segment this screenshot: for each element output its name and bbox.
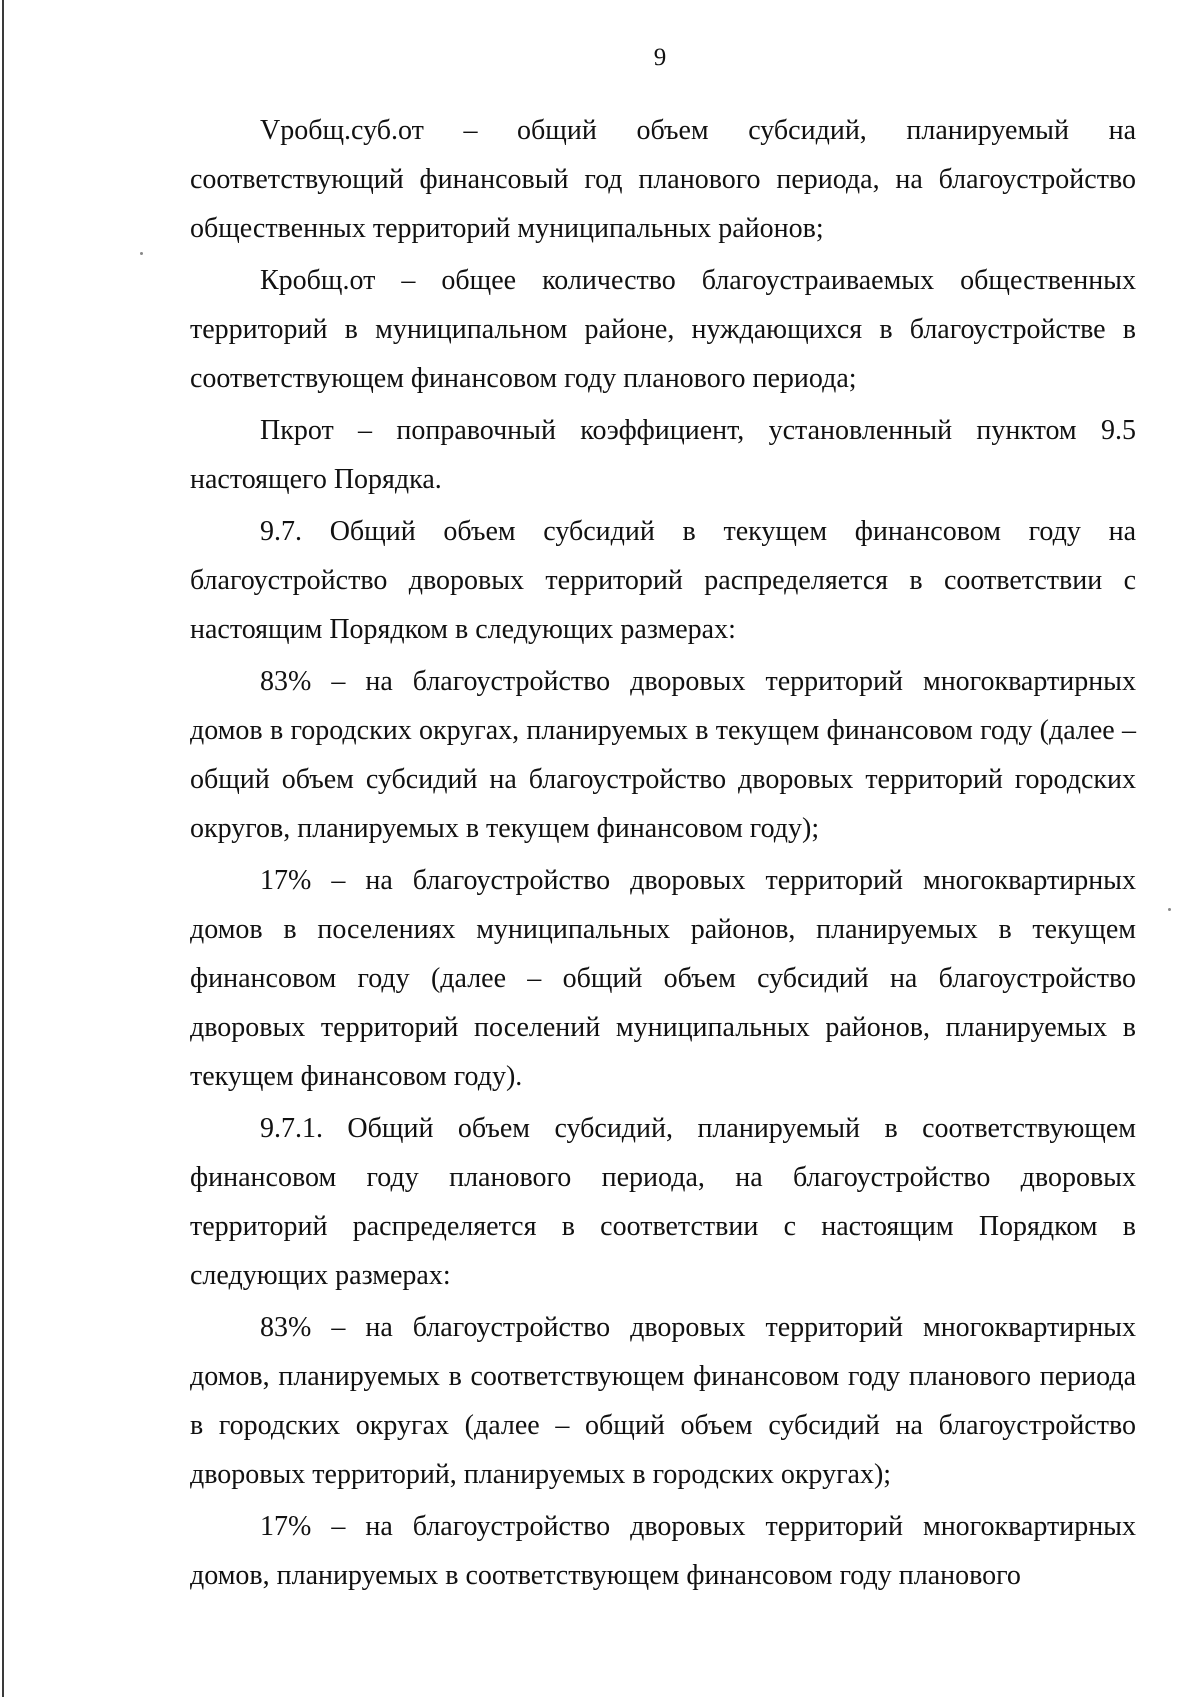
paragraph-17-percent-planning-period: 17% – на благоустройство дворовых территорий многоквартирных домов, планируемых в соответствующем финансовом году планового [190, 1511, 1136, 1591]
paragraph-vrobsch-definition: Vробщ.суб.от – общий объем субсидий, планируемый на соответствующий финансовый год планового периода, на благоустройство общественных территорий муниципальных районов; [190, 115, 1136, 244]
paragraph-83-percent-planning-period: 83% – на благоустройство дворовых территорий многоквартирных домов, планируемых в соответствующем финансовом году планового периода в городских округах (далее – общий объем субсидий на благоустройство дворовых территорий, планируемых в городских округах); [190, 1312, 1136, 1490]
paragraph-section-9-7: 9.7. Общий объем субсидий в текущем финансовом году на благоустройство дворовых территорий распределяется в соответствии с настоящим Порядком в следующих размерах: [190, 516, 1136, 645]
paragraph-83-percent-current-year: 83% – на благоустройство дворовых территорий многоквартирных домов в городских округах, планируемых в текущем финансовом году (далее – общий объем субсидий на благоустройство дворовых территорий городских округов, планируемых в текущем финансовом году); [190, 666, 1136, 844]
scan-speck [1168, 908, 1171, 911]
paragraph-krobsch-definition: Кробщ.от – общее количество благоустраиваемых общественных территорий в муниципальном районе, нуждающихся в благоустройстве в соответствующем финансовом году планового периода; [190, 265, 1136, 394]
scan-page-edge [2, 0, 4, 1697]
paragraph-pkrot-definition: Пкрот – поправочный коэффициент, установленный пунктом 9.5 настоящего Порядка. [190, 415, 1136, 495]
page-number: 9 [653, 44, 667, 71]
document-body [190, 106, 1136, 1603]
paragraph-17-percent-current-year: 17% – на благоустройство дворовых территорий многоквартирных домов в поселениях муниципальных районов, планируемых в текущем финансовом году (далее – общий объем субсидий на благоустройство дворовых территорий поселений муниципальных районов, планируемых в текущем финансовом году). [190, 865, 1136, 1092]
paragraph-section-9-7-1: 9.7.1. Общий объем субсидий, планируемый в соответствующем финансовом году планового периода, на благоустройство дворовых территорий распределяется в соответствии с настоящим Порядком в следующих размерах: [190, 1113, 1136, 1291]
scan-speck [140, 252, 143, 255]
